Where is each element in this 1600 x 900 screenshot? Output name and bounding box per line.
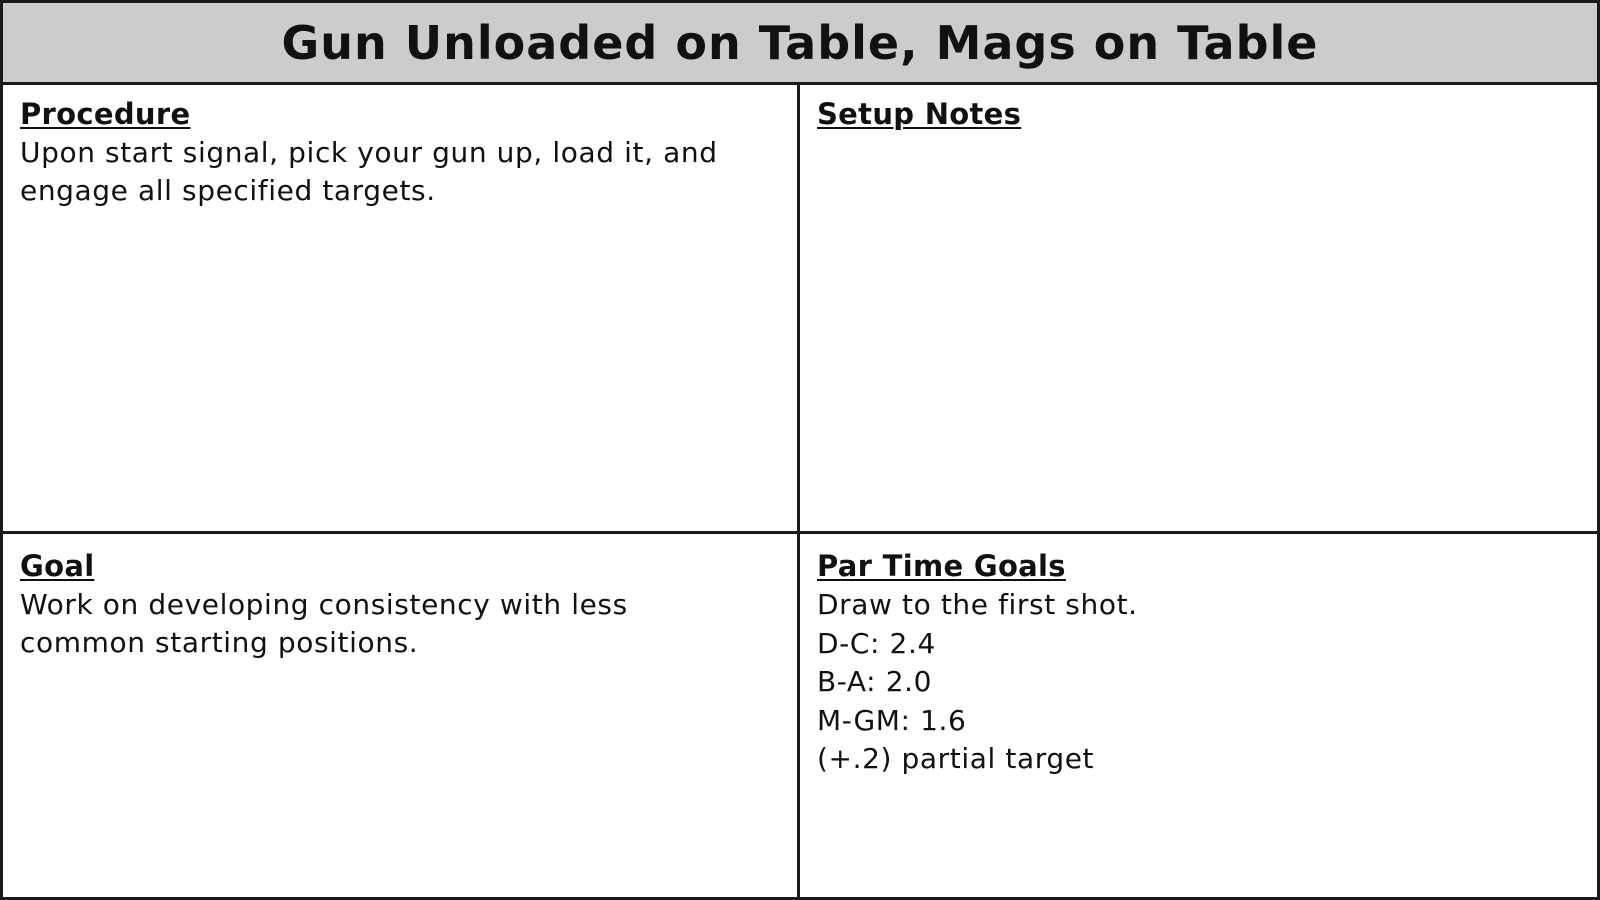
- procedure-heading: Procedure: [20, 97, 191, 131]
- goal-heading: Goal: [20, 549, 95, 583]
- setup-notes-heading: Setup Notes: [817, 97, 1022, 131]
- par-time-goals-section: [800, 534, 1597, 897]
- par-time-line: (+.2) partial target: [817, 742, 1095, 775]
- title-bar: [0, 0, 1600, 85]
- goal-text: Work on developing consistency with less common starting positions.: [20, 588, 628, 659]
- procedure-section: [3, 82, 800, 534]
- par-time-line: D-C: 2.4: [817, 626, 936, 660]
- par-time-line: M-GM: 1.6: [817, 703, 967, 737]
- par-time-line: Draw to the first shot.: [817, 588, 1138, 621]
- procedure-text: Upon start signal, pick your gun up, load it, and engage all specified targets.: [20, 136, 718, 207]
- par-time-line: B-A: 2.0: [817, 665, 933, 698]
- par-time-goals-list: [817, 586, 1581, 779]
- drill-grid: [0, 82, 1600, 900]
- goal-section: [3, 534, 800, 897]
- par-time-goals-heading: Par Time Goals: [817, 549, 1066, 583]
- setup-notes-section: [800, 82, 1597, 534]
- page-title: Gun Unloaded on Table, Mags on Table: [281, 15, 1319, 70]
